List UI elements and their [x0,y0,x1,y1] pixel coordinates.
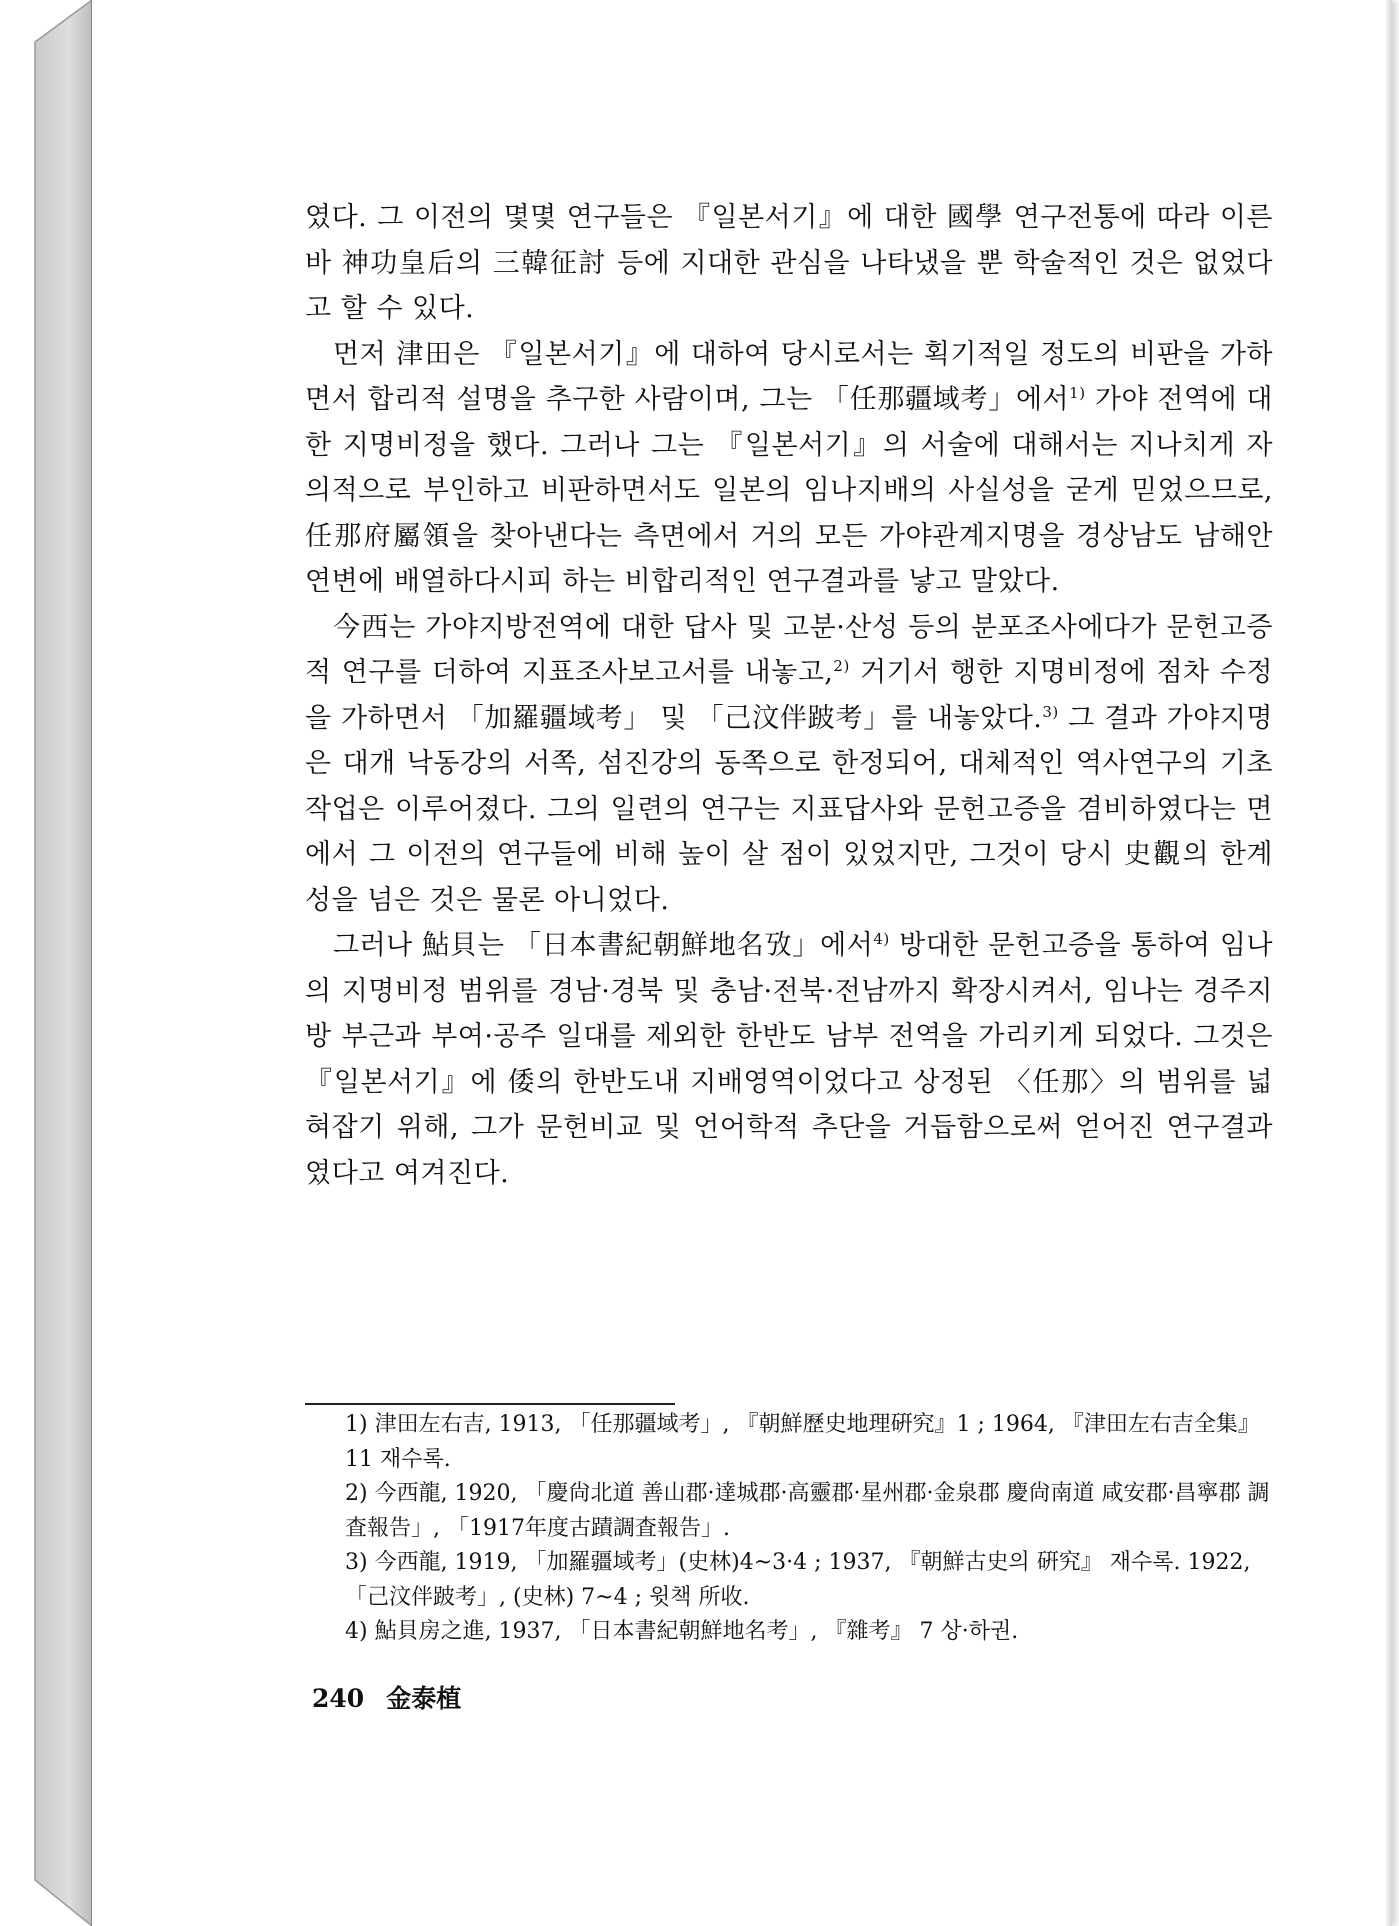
paragraph-4-text-b: 방대한 문헌고증을 통하여 임나의 지명비정 범위를 경남·경북 및 충남·전북·전남까지 확장시켜서, 임나는 경주지방 부근과 부여·공주 일대를 제외한 한반도 남부 전역을 가리키게 되었다. 그것은 『일본서기』에 倭의 한반도내 지배영역이었다고 상정된 〈任那〉의 범위를 넓혀잡기 위해, 그가 문헌비교 및 언어학적 추단을 거듭함으로써 얻어진 연구결과였다고 여겨진다. [305,930,1273,1189]
paragraph-4 [305,923,1273,1196]
main-text [305,195,1273,1196]
paragraph-3-text-a: 今西는 가야지방전역에 대한 답사 및 고분·산성 등의 분포조사에다가 문헌고증적 연구를 더하여 지표조사보고서를 내놓고, [305,611,1273,688]
author-name: 金泰植 [386,1684,462,1713]
footnote-ref-4: 4) [873,930,890,948]
footnote-3: 3) 今西龍, 1919, 「加羅疆域考」(史林)4~3·4 ; 1937, 『朝鮮古史의 硏究』 재수록. 1922, 「己汶伴跛考」, (史林) 7~4 ; 윗책 所收. [345,1550,1251,1610]
paragraph-3-text-c: 그 결과 가야지명은 대개 낙동강의 서쪽, 섬진강의 동쪽으로 한정되어, 대체적인 역사연구의 기초작업은 이루어졌다. 그의 일련의 연구는 지표답사와 문헌고증을 겸비하였다는 면에서 그 이전의 연구들에 비해 높이 살 점이 있었지만, 그것이 당시 史觀의 한계성을 넘은 것은 물론 아니었다. [305,702,1273,916]
page-number: 240 [312,1684,365,1713]
page-edge [1386,0,1392,1926]
paragraph-4-text-a: 그러나 鮎貝는 「日本書紀朝鮮地名攷」에서 [333,930,874,961]
footnote-4: 4) 鮎貝房之進, 1937, 「日本書紀朝鮮地名考」, 『雜考』 7 상·하권. [345,1619,1019,1644]
footnotes [345,1408,1273,1650]
paragraph-2-text-b: 가야 전역에 대한 지명비정을 했다. 그러나 그는 『일본서기』의 서술에 대해서는 지나치게 자의적으로 부인하고 비판하면서도 일본의 임나지배의 사실성을 굳게 믿었으므로, 任那府屬領을 찾아낸다는 측면에서 거의 모든 가야관계지명을 경상남도 남해안 연변에 배열하다시피 하는 비합리적인 연구결과를 낳고 말았다. [305,384,1273,597]
footnote-ref-2: 2) [833,657,850,675]
paragraph-3 [305,605,1273,924]
book-spine [0,0,95,1926]
footnote-ref-1: 1) [1069,384,1086,402]
footnote-divider [305,1403,675,1405]
paragraph-1: 였다. 그 이전의 몇몇 연구들은 『일본서기』에 대한 國學 연구전통에 따라 이른바 神功皇后의 三韓征討 등에 지대한 관심을 나타냈을 뿐 학술적인 것은 없었다고 할 수 있다. [305,202,1273,324]
paragraph-3-text-b: 거기서 행한 지명비정에 점차 수정을 가하면서 「加羅疆域考」 및 「己汶伴跛考」를 내놓았다. [305,657,1274,734]
footnote-2: 2) 今西龍, 1920, 「慶尙北道 善山郡·達城郡·高靈郡·星州郡·金泉郡 慶尙南道 咸安郡·昌寧郡 調査報告」, 「1917年度古蹟調査報告」. [345,1481,1270,1541]
footnote-1: 1) 津田左右吉, 1913, 「任那疆域考」, 『朝鮮歷史地理硏究』1 ; 1964, 『津田左右吉全集』11 재수록. [345,1412,1260,1472]
paragraph-2 [305,332,1273,605]
footnote-ref-3: 3) [1042,702,1059,721]
paragraph-2-text-a: 먼저 津田은 『일본서기』에 대하여 당시로서는 획기적일 정도의 비판을 가하면서 합리적 설명을 추구한 사람이며, 그는 「任那疆域考」에서 [305,338,1273,415]
page-footer [312,1679,483,1715]
